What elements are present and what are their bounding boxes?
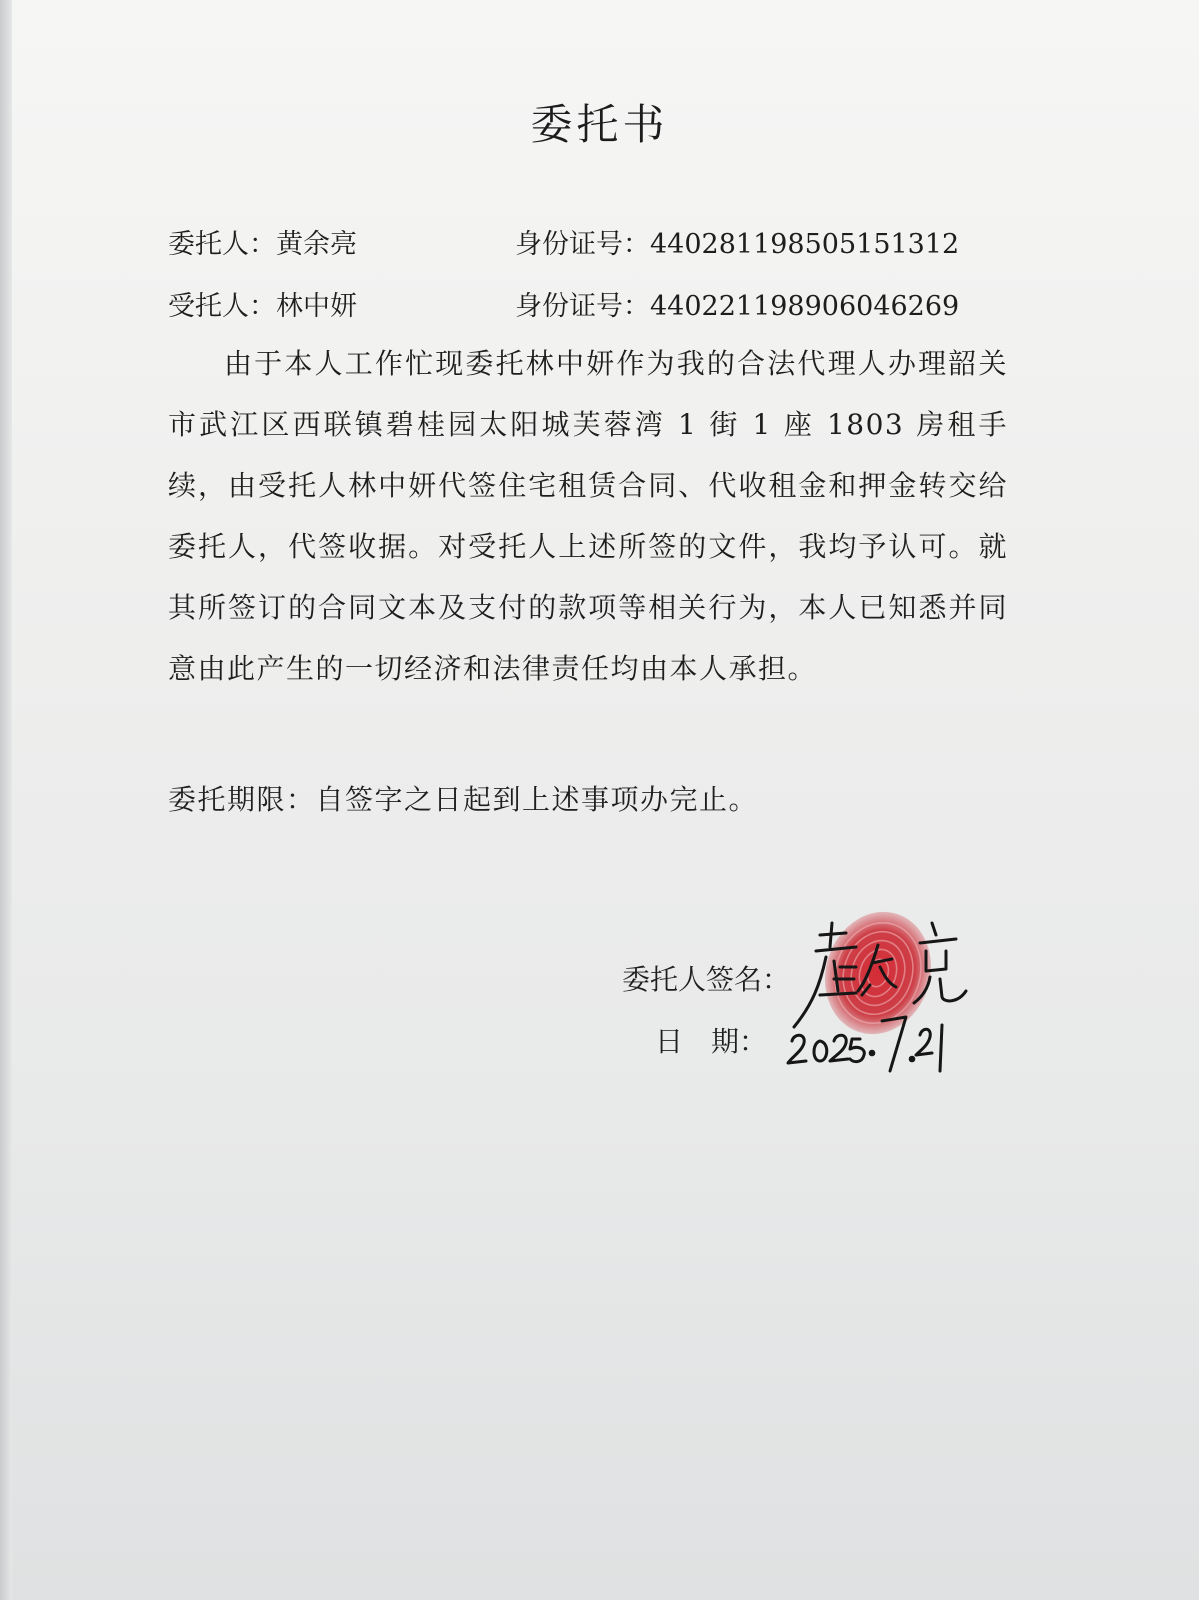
principal-id-line — [515, 222, 959, 261]
agent-line — [168, 284, 357, 323]
agent-id-label: 身份证号： — [515, 291, 650, 322]
agent-label: 受托人： — [168, 291, 276, 322]
fingerprint-mark — [809, 898, 946, 1048]
principal-name: 黄余亮 — [276, 229, 357, 260]
document-title: 委托书 — [530, 100, 669, 149]
principal-id-label: 身份证号： — [515, 229, 650, 260]
date-label: 日 期： — [655, 1025, 768, 1058]
signature-label: 委托人签名： — [622, 963, 791, 996]
term-line: 委托期限：自签字之日起到上述事项办完止。 — [168, 783, 759, 816]
principal-id-number: 440281198505151312 — [650, 229, 960, 260]
principal-line — [168, 222, 357, 261]
agent-id-line — [515, 284, 959, 323]
signature-and-fingerprint — [760, 895, 1000, 1095]
agent-name: 林中妍 — [276, 291, 357, 322]
authorization-body: 由于本人工作忙现委托林中妍作为我的合法代理人办理韶关市武江区西联镇碧桂园太阳城芙蓉湾 1 街 1 座 1803 房租手续，由受托人林中妍代签住宅租赁合同、代收租金和押金转交给委托人，代签收据。对受托人上述所签的文件，我均予认可。就其所签订的合同文本及支付的款项等相关行为，本人已知悉并同意由此产生的一切经济和法律责任均由本人承担。 — [168, 347, 1008, 685]
page-edge-shadow — [0, 0, 12, 1600]
principal-label: 委托人： — [168, 229, 276, 260]
agent-id-number: 440221198906046269 — [650, 291, 960, 322]
